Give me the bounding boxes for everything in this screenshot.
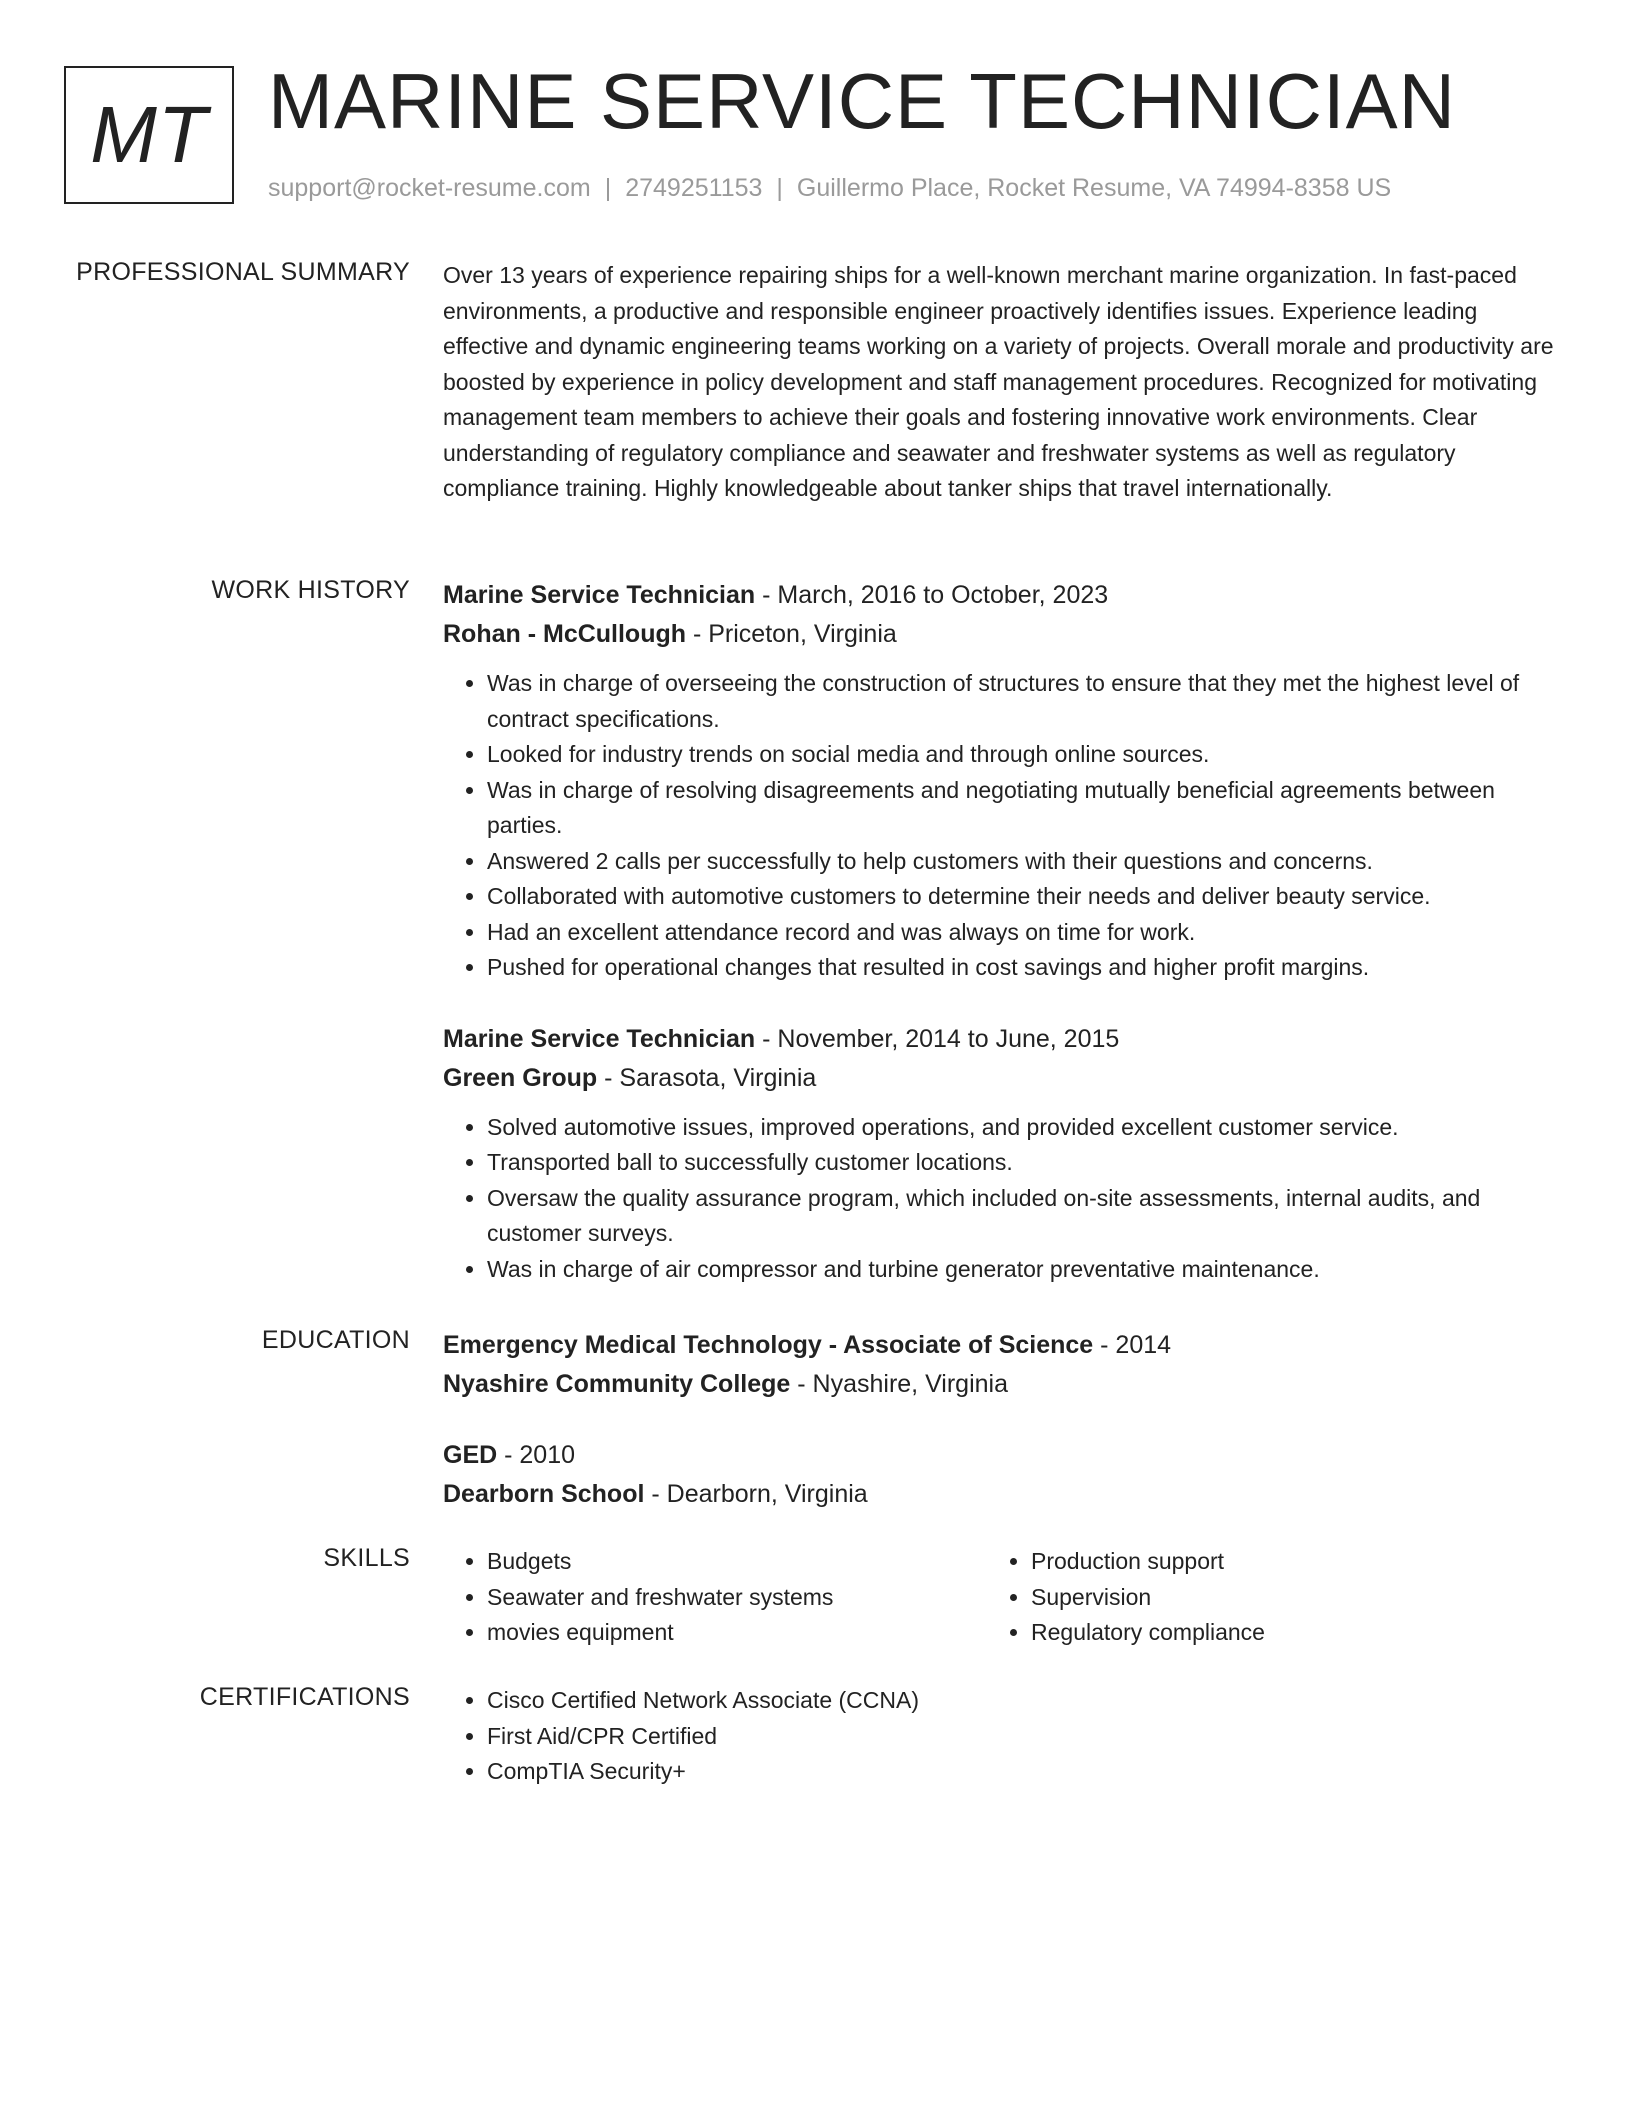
job-location: - Sarasota, Virginia (597, 1063, 817, 1092)
job-bullet: • Was in charge of air compressor and turbine generator preventative maintenance. (487, 1252, 1563, 1288)
job-location: - Priceton, Virginia (686, 620, 897, 648)
job-bullet: • Looked for industry trends on social media and through online sources. (487, 737, 1563, 773)
certifications-heading: CERTIFICATIONS (199, 1683, 410, 1711)
work-history-body (443, 576, 1563, 1321)
degree-year: - 2014 (1093, 1331, 1172, 1359)
degree: Emergency Medical Technology - Associate of Science (443, 1331, 1094, 1359)
skills-list-left (443, 1544, 987, 1651)
degree-line (443, 1326, 1563, 1365)
degree-line (443, 1436, 1563, 1475)
job-bullet: • Answered 2 calls per successfully to help customers with their questions and concerns. (487, 844, 1563, 880)
skill-item: • Supervision (1031, 1580, 1531, 1616)
school: Dearborn School (443, 1480, 645, 1508)
skills-heading: SKILLS (323, 1544, 410, 1572)
skill-item: • Production support (1031, 1544, 1531, 1580)
job-bullet: • Was in charge of resolving disagreements and negotiating mutually beneficial agreements between parties. (487, 773, 1563, 844)
school: Nyashire Community College (443, 1370, 791, 1398)
summary-heading: PROFESSIONAL SUMMARY (76, 258, 410, 286)
contact-separator: | (604, 174, 612, 202)
skill-item: • Seawater and freshwater systems (487, 1580, 987, 1616)
school-location: - Nyashire, Virginia (790, 1370, 1008, 1398)
job-bullet: • Collaborated with automotive customers to determine their needs and deliver beauty service. (487, 879, 1563, 915)
job-bullet: • Had an excellent attendance record and was always on time for work. (487, 915, 1563, 951)
degree-year: - 2010 (497, 1441, 576, 1469)
job-bullet: • Pushed for operational changes that resulted in cost savings and higher profit margins. (487, 950, 1563, 986)
contact-address: Guillermo Place, Rocket Resume, VA 74994-8358 US (796, 174, 1392, 202)
work-history-heading: WORK HISTORY (211, 576, 410, 604)
job-entry (443, 576, 1563, 986)
job-title: Marine Service Technician (443, 581, 756, 609)
resume-title: MARINE SERVICE TECHNICIAN (268, 57, 1456, 145)
certification-item: • First Aid/CPR Certified (487, 1719, 1563, 1755)
school-location: - Dearborn, Virginia (644, 1480, 868, 1508)
job-entry (443, 1020, 1563, 1288)
job-title-line (443, 576, 1563, 615)
certifications-list (443, 1683, 1563, 1790)
job-bullet: • Oversaw the quality assurance program, which included on-site assessments, internal audits, and customer surveys. (487, 1181, 1563, 1252)
job-dates: - March, 2016 to October, 2023 (755, 581, 1109, 609)
skill-item: • movies equipment (487, 1615, 987, 1651)
job-company-line (443, 1059, 1563, 1098)
job-title-line (443, 1020, 1563, 1059)
certifications-body (443, 1683, 1563, 1790)
contact-line (268, 174, 1391, 203)
monogram-initials: MT (90, 90, 208, 179)
job-company: Green Group (443, 1063, 598, 1092)
certification-item: • Cisco Certified Network Associate (CCNA) (487, 1683, 1563, 1719)
contact-email[interactable]: support@rocket-resume.com (268, 174, 591, 202)
degree: GED (443, 1441, 498, 1469)
job-bullet: • Was in charge of overseeing the construction of structures to ensure that they met the highest level of contract specifications. (487, 666, 1563, 737)
skill-item: • Budgets (487, 1544, 987, 1580)
education-entry (443, 1436, 1563, 1514)
school-line (443, 1365, 1563, 1404)
contact-separator: | (776, 174, 783, 202)
job-company-line (443, 615, 1563, 654)
contact-phone[interactable]: 2749251153 (625, 174, 763, 202)
skills-body (443, 1544, 1563, 1651)
education-body (443, 1326, 1563, 1546)
certification-item: • CompTIA Security+ (487, 1754, 1563, 1790)
monogram-box (64, 66, 234, 204)
job-dates: - November, 2014 to June, 2015 (755, 1024, 1120, 1053)
job-bullets (443, 666, 1563, 986)
job-bullet: • Transported ball to successfully customer locations. (487, 1145, 1563, 1181)
school-line (443, 1475, 1563, 1514)
job-company: Rohan - McCullough (443, 620, 687, 648)
skills-list-right (987, 1544, 1531, 1651)
skill-item: • Regulatory compliance (1031, 1615, 1531, 1651)
job-title: Marine Service Technician (443, 1024, 756, 1053)
summary-text: Over 13 years of experience repairing ships for a well-known merchant marine organization. In fast-paced environments, a productive and responsible engineer proactively identifies issues. Experience leading effective and dynamic engineering teams working on a variety of projects. Overall morale and productivity are boosted by experience in policy development and staff management procedures. Recognized for motivating management team members to achieve their goals and fostering innovative work environments. Clear understanding of regulatory compliance and seawater and freshwater systems as well as regulatory compliance training. Highly knowledgeable about tanker ships that travel internationally. (443, 262, 1554, 501)
job-bullets (443, 1110, 1563, 1288)
skills-columns (443, 1544, 1563, 1651)
job-bullet: • Solved automotive issues, improved operations, and provided excellent customer service. (487, 1110, 1563, 1146)
education-heading: EDUCATION (261, 1326, 410, 1354)
education-entry (443, 1326, 1563, 1404)
